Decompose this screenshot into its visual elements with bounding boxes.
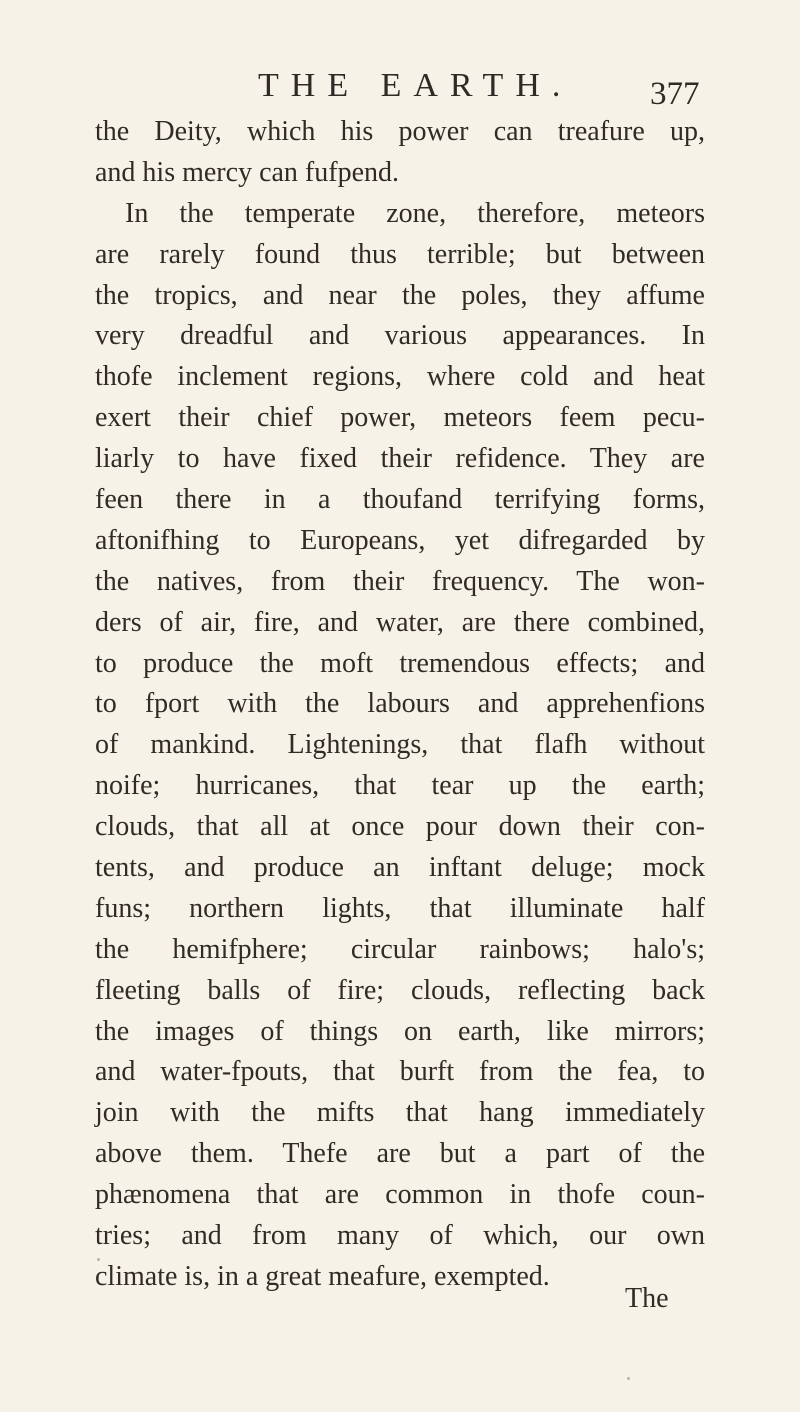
text-line: the images of things on earth, like mirrors;	[95, 1015, 705, 1047]
text-line: to produce the moft tremendous effects; and	[95, 647, 705, 679]
text-line: exert their chief power, meteors feem pecu-	[95, 402, 705, 434]
text-line: noife; hurricanes, that tear up the earth;	[95, 770, 705, 802]
text-line: tries; and from many of which, our own	[95, 1220, 705, 1252]
text-line: and his mercy can fufpend.	[95, 156, 399, 188]
text-line: climate is, in a great meafure, exempted.	[95, 1260, 550, 1292]
text-line: very dreadful and various appearances. In	[95, 320, 705, 352]
text-line: tents, and produce an inftant deluge; mock	[95, 852, 705, 884]
paragraph-first-line: In the temperate zone, therefore, meteors	[125, 197, 705, 229]
text-line: and water-fpouts, that burft from the fea, to	[95, 1056, 705, 1088]
text-line: phænomena that are common in thofe coun-	[95, 1179, 705, 1211]
text-line: thofe inclement regions, where cold and heat	[95, 361, 705, 393]
page-header	[0, 66, 800, 116]
text-line: ders of air, fire, and water, are there combined,	[95, 606, 705, 638]
body-text	[95, 112, 705, 1298]
page-number: 377	[650, 76, 700, 112]
paper-speck	[97, 1258, 100, 1261]
text-line: the Deity, which his power can treafure up,	[95, 116, 705, 147]
text-line: fleeting balls of fire; clouds, reflecting back	[95, 974, 705, 1006]
text-line: clouds, that all at once pour down their con-	[95, 811, 705, 843]
text-line: of mankind. Lightenings, that flafh without	[95, 729, 705, 761]
text-line: feen there in a thoufand terrifying forms,	[95, 484, 705, 516]
text-line: the natives, from their frequency. The won-	[95, 565, 705, 597]
text-line: liarly to have fixed their refidence. They are	[95, 443, 705, 475]
catchword: The	[625, 1283, 669, 1314]
text-line: aftonifhing to Europeans, yet difregarded by	[95, 524, 705, 556]
running-head: THE EARTH.	[258, 67, 573, 104]
text-line: funs; northern lights, that illuminate half	[95, 892, 705, 924]
text-line: to fport with the labours and apprehenfions	[95, 688, 705, 720]
text-line: the tropics, and near the poles, they affume	[95, 279, 705, 311]
paper-speck	[627, 1377, 630, 1380]
text-line: the hemifphere; circular rainbows; halo's;	[95, 933, 705, 965]
text-line: are rarely found thus terrible; but between	[95, 238, 705, 270]
text-line: above them. Thefe are but a part of the	[95, 1138, 705, 1170]
text-line: join with the mifts that hang immediately	[95, 1097, 705, 1129]
